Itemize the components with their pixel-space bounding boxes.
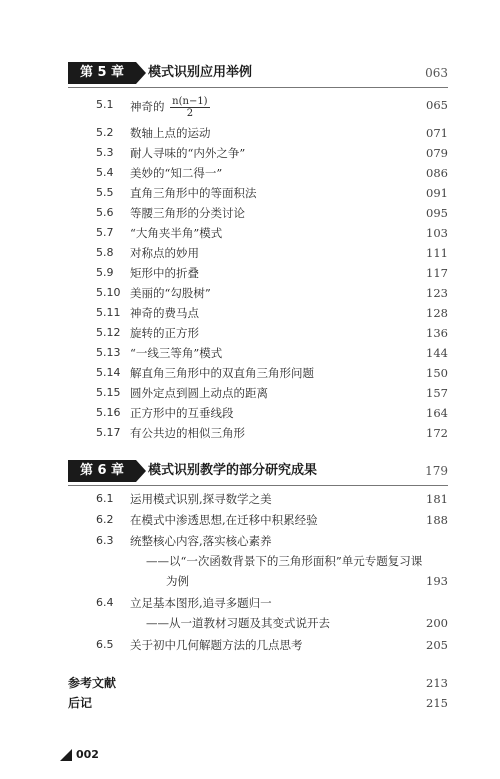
chapter-page: 179 bbox=[425, 464, 448, 478]
backmatter-title: 参考文献 bbox=[68, 676, 117, 690]
backmatter-references bbox=[68, 674, 448, 692]
chapter-6-header bbox=[68, 460, 448, 482]
backmatter-page: 213 bbox=[426, 676, 448, 690]
section-number: 5.2 bbox=[96, 126, 114, 139]
subtitle-text: ——从一道教材习题及其变式说开去 bbox=[146, 616, 330, 630]
section-number: 5.14 bbox=[96, 366, 121, 379]
section-number: 5.9 bbox=[96, 266, 114, 279]
toc-entry bbox=[96, 164, 448, 182]
section-number: 5.1 bbox=[96, 98, 114, 111]
triangle-icon bbox=[60, 749, 72, 761]
section-page: 111 bbox=[426, 246, 448, 260]
backmatter-title: 后记 bbox=[68, 696, 93, 710]
section-page: 103 bbox=[426, 226, 448, 240]
backmatter-page: 215 bbox=[426, 696, 448, 710]
chapter-divider bbox=[68, 485, 448, 486]
section-title: 旋转的正方形 bbox=[130, 326, 199, 340]
toc-entry bbox=[96, 364, 448, 382]
section-page: 181 bbox=[426, 492, 448, 506]
section-title: 美丽的“勾股树” bbox=[130, 286, 211, 300]
section-title: 神奇的费马点 bbox=[130, 306, 199, 320]
section-page: 164 bbox=[426, 406, 448, 420]
section-number: 5.7 bbox=[96, 226, 114, 239]
toc-entry bbox=[96, 284, 448, 302]
section-title: 对称点的妙用 bbox=[130, 246, 199, 260]
toc-subtitle bbox=[166, 572, 448, 590]
section-title: 耐人寻味的“内外之争” bbox=[130, 146, 246, 160]
toc-entry bbox=[96, 594, 448, 612]
toc-entry bbox=[96, 532, 448, 550]
toc-entry bbox=[96, 224, 448, 242]
section-page: 065 bbox=[426, 98, 448, 112]
toc-entry bbox=[96, 384, 448, 402]
section-page: 193 bbox=[426, 574, 448, 588]
section-page: 157 bbox=[426, 386, 448, 400]
chapter-5-header bbox=[68, 62, 448, 84]
chapter-badge: 第 5 章 bbox=[68, 62, 136, 84]
chapter-divider bbox=[68, 87, 448, 88]
section-page: 144 bbox=[426, 346, 448, 360]
formula-denominator: 2 bbox=[186, 108, 194, 119]
toc-entry bbox=[96, 144, 448, 162]
section-title: 运用模式识别,探寻数学之美 bbox=[130, 492, 272, 506]
toc-entry bbox=[96, 424, 448, 442]
subtitle-text: ——以“一次函数背景下的三角形面积”单元专题复习课 bbox=[146, 554, 423, 568]
section-number: 5.4 bbox=[96, 166, 114, 179]
section-number: 5.16 bbox=[96, 406, 121, 419]
section-number: 5.5 bbox=[96, 186, 114, 199]
toc-entry bbox=[96, 324, 448, 342]
toc-entry bbox=[96, 304, 448, 322]
section-number: 5.10 bbox=[96, 286, 121, 299]
toc-entry bbox=[96, 264, 448, 282]
toc-entry bbox=[96, 344, 448, 362]
subtitle-text: 为例 bbox=[166, 574, 189, 588]
toc-entry bbox=[96, 204, 448, 222]
toc-entry-5-1 bbox=[96, 96, 448, 119]
section-number: 6.2 bbox=[96, 513, 114, 526]
section-number: 5.15 bbox=[96, 386, 121, 399]
section-page: 128 bbox=[426, 306, 448, 320]
toc-subtitle bbox=[146, 552, 448, 570]
section-number: 5.11 bbox=[96, 306, 121, 319]
toc-entry bbox=[96, 636, 448, 654]
section-title: 立足基本图形,追寻多题归一 bbox=[130, 596, 272, 610]
section-number: 5.17 bbox=[96, 426, 121, 439]
section-title: 圆外定点到圆上动点的距离 bbox=[130, 386, 268, 400]
chapter-title: 模式识别教学的部分研究成果 bbox=[148, 463, 318, 478]
chapter-badge: 第 6 章 bbox=[68, 460, 136, 482]
section-title: 在模式中渗透思想,在迁移中积累经验 bbox=[130, 513, 318, 527]
toc-entry bbox=[96, 511, 448, 529]
toc-entry bbox=[96, 124, 448, 142]
section-page: 172 bbox=[426, 426, 448, 440]
section-title: 等腰三角形的分类讨论 bbox=[130, 206, 245, 220]
section-title-text: 神奇的 bbox=[130, 99, 165, 114]
toc-entry bbox=[96, 184, 448, 202]
toc-entry bbox=[96, 490, 448, 508]
section-page: 205 bbox=[426, 638, 448, 652]
section-page: 123 bbox=[426, 286, 448, 300]
formula-fraction bbox=[170, 96, 209, 119]
section-page: 086 bbox=[426, 166, 448, 180]
formula-numerator: n(n−1) bbox=[172, 96, 208, 107]
chapter-page: 063 bbox=[425, 66, 448, 80]
page-number: 002 bbox=[76, 748, 99, 761]
section-title: “大角夹半角”模式 bbox=[130, 226, 223, 240]
section-page: 200 bbox=[426, 616, 448, 630]
section-number: 5.12 bbox=[96, 326, 121, 339]
section-title: 数轴上点的运动 bbox=[130, 126, 211, 140]
section-title: 直角三角形中的等面积法 bbox=[130, 186, 257, 200]
toc-entry bbox=[96, 404, 448, 422]
section-number: 6.1 bbox=[96, 492, 114, 505]
section-number: 6.4 bbox=[96, 596, 114, 609]
toc-subtitle bbox=[146, 614, 448, 632]
section-page: 188 bbox=[426, 513, 448, 527]
section-title: 有公共边的相似三角形 bbox=[130, 426, 245, 440]
section-title bbox=[130, 96, 210, 119]
section-page: 079 bbox=[426, 146, 448, 160]
section-title: 统整核心内容,落实核心素养 bbox=[130, 534, 272, 548]
section-number: 6.3 bbox=[96, 534, 114, 547]
backmatter-afterword bbox=[68, 694, 448, 712]
section-page: 136 bbox=[426, 326, 448, 340]
section-page: 150 bbox=[426, 366, 448, 380]
toc-entry bbox=[96, 244, 448, 262]
chapter-title: 模式识别应用举例 bbox=[148, 65, 253, 80]
section-number: 5.3 bbox=[96, 146, 114, 159]
section-page: 117 bbox=[426, 266, 448, 280]
section-number: 5.13 bbox=[96, 346, 121, 359]
section-title: 美妙的“知二得一” bbox=[130, 166, 223, 180]
section-title: “一线三等角”模式 bbox=[130, 346, 223, 360]
section-number: 6.5 bbox=[96, 638, 114, 651]
section-title: 正方形中的互垂线段 bbox=[130, 406, 234, 420]
section-title: 解直角三角形中的双直角三角形问题 bbox=[130, 366, 314, 380]
section-number: 5.8 bbox=[96, 246, 114, 259]
section-page: 091 bbox=[426, 186, 448, 200]
section-title: 矩形中的折叠 bbox=[130, 266, 199, 280]
section-title: 关于初中几何解题方法的几点思考 bbox=[130, 638, 303, 652]
section-number: 5.6 bbox=[96, 206, 114, 219]
section-page: 071 bbox=[426, 126, 448, 140]
section-page: 095 bbox=[426, 206, 448, 220]
